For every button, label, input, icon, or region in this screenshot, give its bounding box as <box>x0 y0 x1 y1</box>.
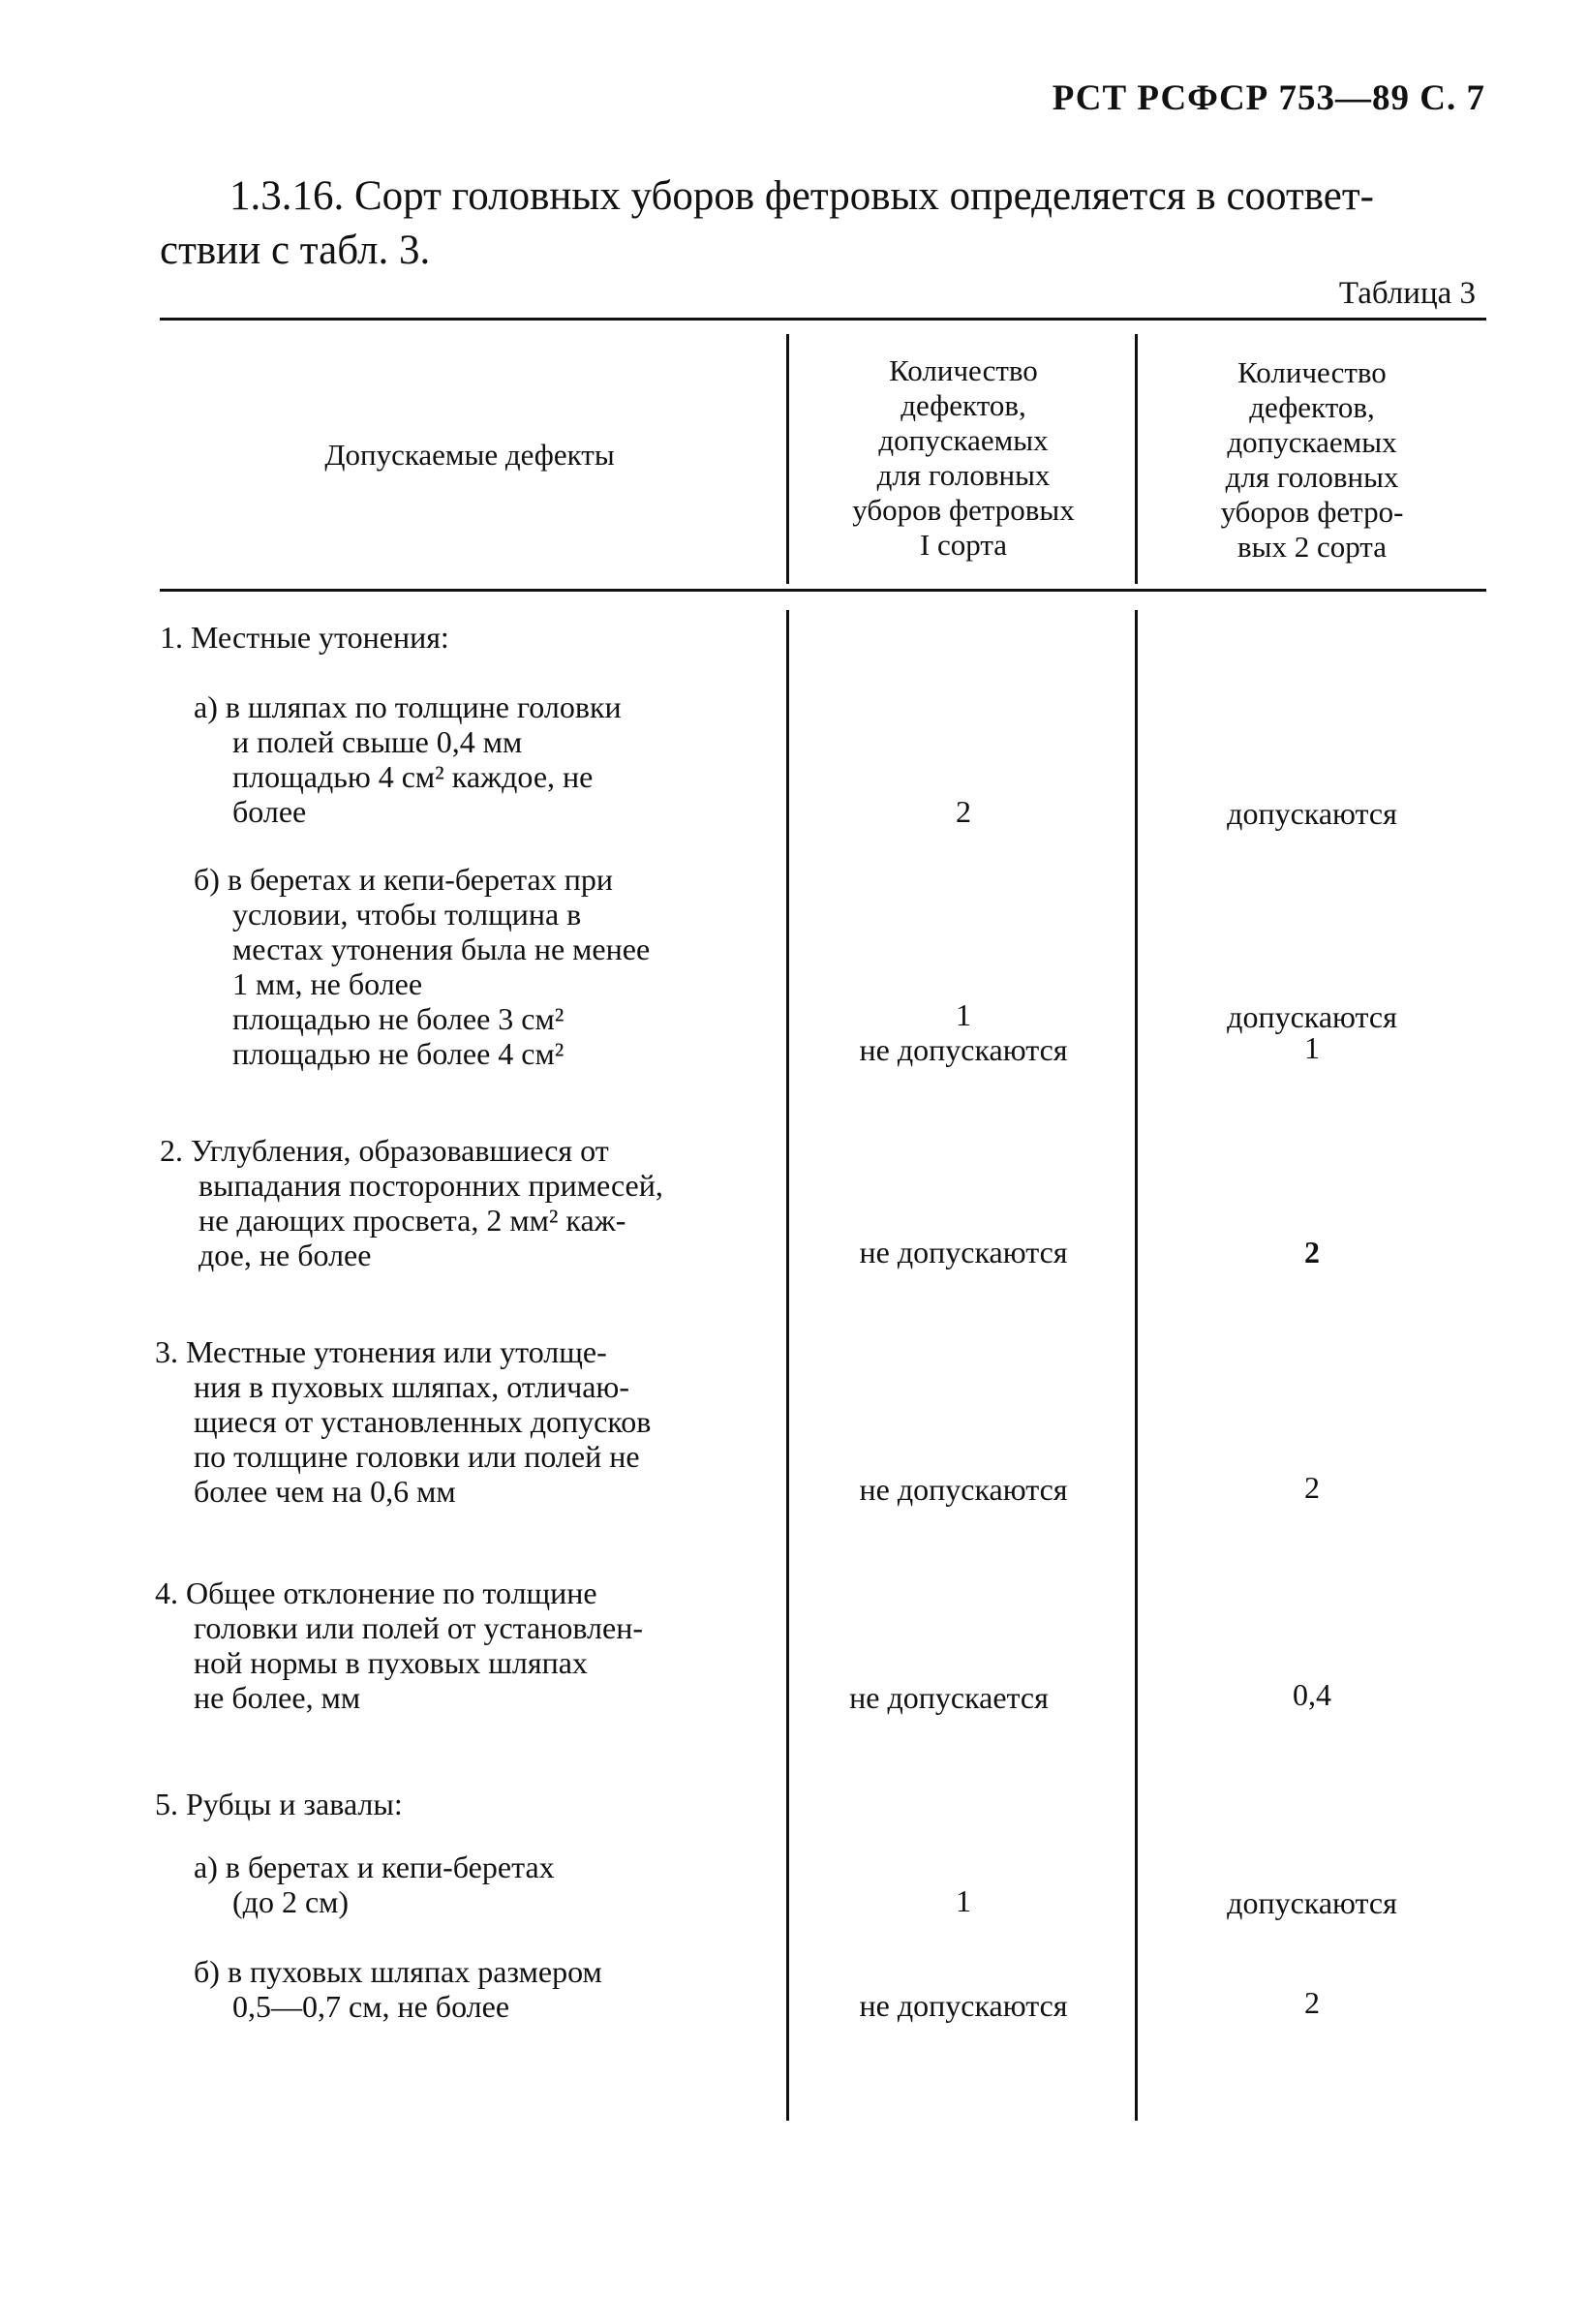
defect-line: ния в пуховых шляпах, отличаю- <box>194 1369 629 1404</box>
defect-line: более чем на 0,6 мм <box>194 1474 456 1509</box>
defect-line: площадью 4 см² каждое, не <box>232 759 594 794</box>
defect-item-1a <box>194 689 784 829</box>
grade1-value: не допускаются <box>859 1988 1068 2023</box>
intro-line-2: ствии с табл. 3. <box>160 228 431 273</box>
col2-header-line: дефектов, <box>900 388 1026 422</box>
col1-header: Допускаемые дефекты <box>324 438 615 472</box>
col3-header-line: для головных <box>1225 460 1399 494</box>
defect-line: 2. Углубления, образовавшиеся от <box>160 1133 609 1168</box>
defect-line: б) в беретах и кепи-беретах при <box>194 862 613 897</box>
grade1-value: 1 <box>956 997 971 1032</box>
grade2-value: 1 <box>1304 1030 1320 1065</box>
table-header-rule <box>160 589 1486 592</box>
defect-line: ной нормы в пуховых шляпах <box>194 1645 588 1680</box>
table-label: Таблица 3 <box>1338 276 1476 311</box>
col2-header-line: допускаемых <box>878 423 1049 457</box>
defect-line: 5. Рубцы и завалы: <box>155 1787 403 1821</box>
grade2-value: 2 <box>1304 1470 1320 1505</box>
grade2-value: 0,4 <box>1293 1677 1331 1712</box>
defect-line: условии, чтобы толщина в <box>232 897 582 932</box>
defect-item-5a <box>194 1850 784 1919</box>
grade1-value: 2 <box>956 794 971 829</box>
col2-header <box>789 353 1138 563</box>
intro-paragraph <box>160 169 1486 278</box>
defect-item-2 <box>160 1133 784 1272</box>
defect-line: головки или полей от установлен- <box>194 1610 643 1645</box>
defect-line: 1. Местные утонения: <box>160 620 449 655</box>
defect-line: 3. Местные утонения или утолще- <box>155 1334 607 1369</box>
grade1-value: не допускаются <box>859 1235 1068 1269</box>
defect-line: и полей свыше 0,4 мм <box>232 724 523 759</box>
defect-line: выпадания посторонних примесей, <box>198 1168 663 1203</box>
col2-header-line: I сорта <box>919 528 1008 562</box>
grade1-value: не допускаются <box>859 1032 1068 1067</box>
defect-line: 1 мм, не более <box>232 966 423 1001</box>
col2-header-line: для головных <box>876 458 1051 492</box>
table-top-rule <box>160 318 1486 321</box>
col3-header-line: Количество <box>1237 355 1387 389</box>
col3-header-line: дефектов, <box>1249 390 1375 424</box>
defect-line: (до 2 см) <box>232 1884 350 1919</box>
grade2-value: допускаются <box>1227 999 1397 1034</box>
defect-line: не дающих просвета, 2 мм² каж- <box>198 1203 626 1238</box>
defect-line: более <box>232 794 307 829</box>
grade1-value: не допускается <box>849 1680 1049 1715</box>
grade2-value: допускаются <box>1227 1885 1397 1920</box>
col3-header-line: уборов фетро- <box>1220 495 1404 529</box>
defect-item-5b <box>194 1954 784 2024</box>
intro-line-1: 1.3.16. Сорт головных уборов фетровых определяется в соответ- <box>229 173 1374 219</box>
grade2-value: 2 <box>1304 1985 1320 2020</box>
defect-item-1 <box>160 620 779 655</box>
defect-line: 0,5—0,7 см, не более <box>232 1989 510 2024</box>
defect-item-3 <box>155 1334 784 1509</box>
defect-line: площадью не более 4 см² <box>232 1036 565 1071</box>
defect-item-5 <box>155 1787 784 1821</box>
defect-line: щиеся от установленных допусков <box>194 1404 652 1439</box>
defect-line: не более, мм <box>194 1680 361 1715</box>
grade2-value: допускаются <box>1227 796 1397 831</box>
grade1-value: 1 <box>956 1883 971 1918</box>
defect-line: б) в пуховых шляпах размером <box>194 1954 602 1989</box>
defect-line: местах утонения была не менее <box>232 932 651 966</box>
defect-line: а) в шляпах по толщине головки <box>194 689 622 724</box>
col3-header-line: вых 2 сорта <box>1236 530 1387 564</box>
defect-line: по толщине головки или полей не <box>194 1439 640 1474</box>
defect-line: 4. Общее отклонение по толщине <box>155 1575 597 1610</box>
col2-header-line: уборов фетровых <box>852 493 1075 527</box>
defect-item-4 <box>155 1575 784 1715</box>
defect-line: а) в беретах и кепи-беретах <box>194 1850 555 1884</box>
grade1-value: не допускаются <box>859 1472 1068 1507</box>
col3-header <box>1138 355 1486 565</box>
grade2-value: 2 <box>1304 1235 1320 1269</box>
defect-line: площадью не более 3 см² <box>232 1001 565 1036</box>
running-header: РСТ РСФСР 753—89 С. 7 <box>1052 78 1485 118</box>
col3-header-line: допускаемых <box>1227 425 1397 459</box>
defect-line: дое, не более <box>198 1238 372 1272</box>
defect-item-1b <box>194 862 784 1071</box>
col2-header-line: Количество <box>889 353 1038 387</box>
